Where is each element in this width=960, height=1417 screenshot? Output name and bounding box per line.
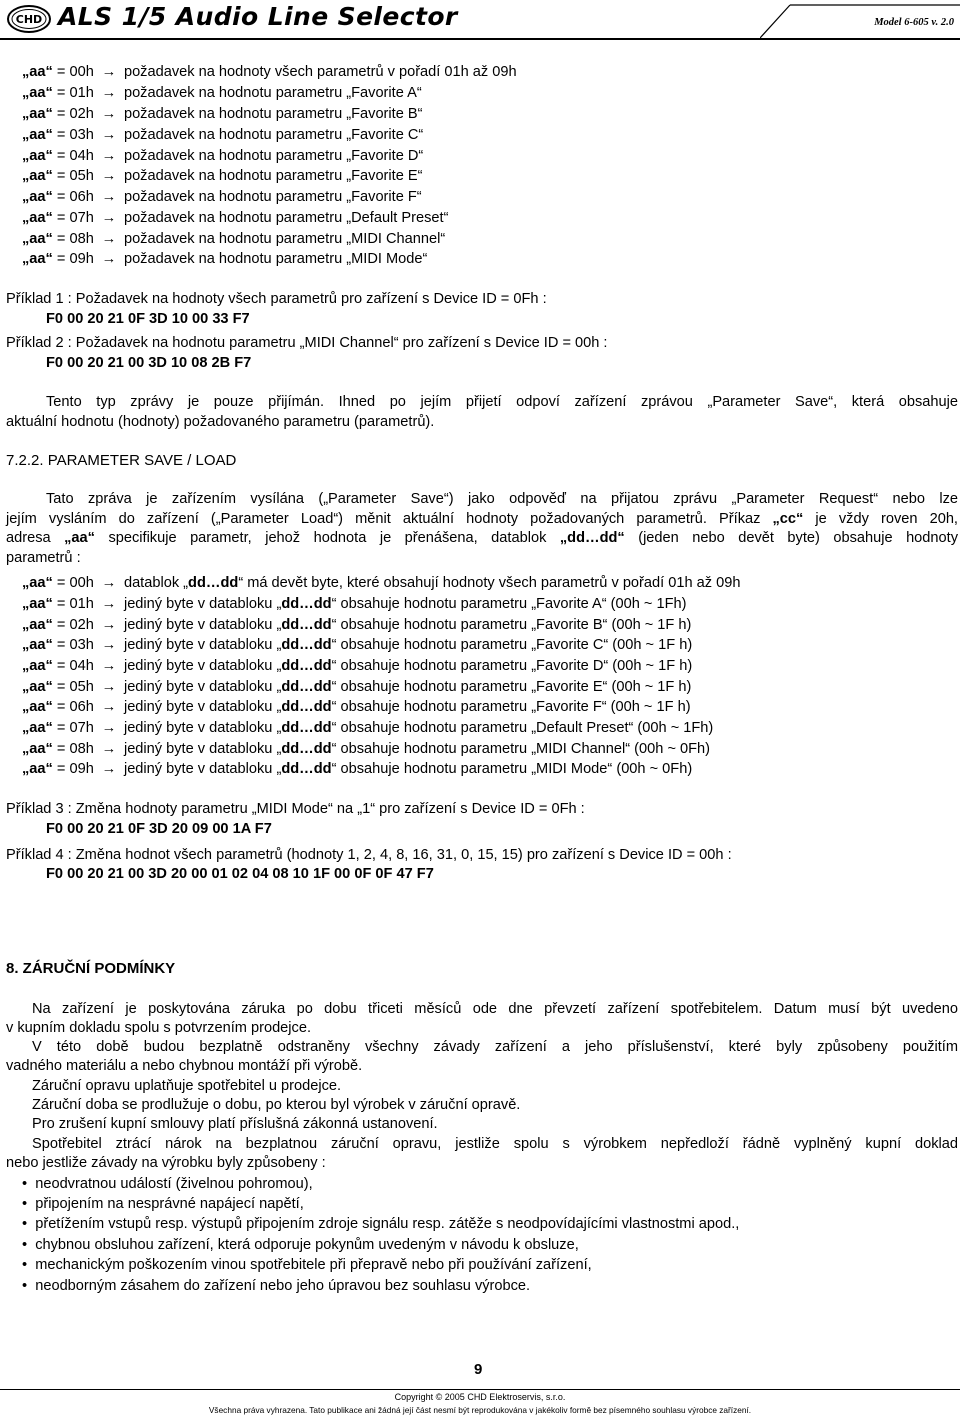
chd-logo-icon [6, 4, 52, 34]
arrow-icon: → [101, 127, 117, 143]
page-number: 9 [474, 1361, 483, 1378]
model-version: Model 6-605 v. 2.0 [874, 17, 954, 28]
warranty-line: Záruční doba se prodlužuje o dobu, po kterou byl výrobek v záruční opravě. [32, 1097, 521, 1113]
arrow-icon: → [101, 168, 117, 184]
arrow-icon: → [101, 720, 117, 736]
arrow-icon: → [101, 148, 117, 164]
warranty-line: Záruční opravu uplatňuje spotřebitel u prodejce. [32, 1078, 342, 1094]
section-heading: 7.2.2. PARAMETER SAVE / LOAD [6, 452, 237, 469]
list-item: • přetížením vstupů resp. výstupů připojením zdroje signálu resp. zátěže s neodpovídajícími vlastnostmi apod., [22, 1216, 740, 1232]
list-item: „aa“ = 00h → datablok „dd…dd“ má devět byte, které obsahují hodnoty všech parametrů v pořadí 01h až 09h [22, 575, 741, 591]
arrow-icon: → [101, 617, 117, 633]
warranty-line: Na zařízení je poskytována záruka po dobu třiceti měsíců ode dne převzetí zařízení spotřebitelem. Datum musí být uvedeno [32, 1001, 958, 1017]
note-paragraph-line: Tento typ zprávy je pouze přijímán. Ihned po jejím přijetí odpoví zařízení zprávou „Parameter Save“, která obsahuje [46, 394, 958, 410]
bullet-icon: • [22, 1176, 28, 1192]
arrow-icon: → [101, 85, 117, 101]
arrow-icon: → [101, 575, 117, 591]
svg-text:CHD: CHD [15, 13, 43, 26]
note-paragraph-line: aktuální hodnotu (hodnoty) požadovaného parametru (parametrů). [6, 414, 435, 430]
list-item: „aa“ = 06h → požadavek na hodnotu parametru „Favorite F“ [22, 189, 422, 205]
arrow-icon: → [101, 189, 117, 205]
example-2-text: Příklad 2 : Požadavek na hodnotu parametru „MIDI Channel“ pro zařízení s Device ID = 00h : [6, 335, 608, 351]
example-1-hex: F0 00 20 21 0F 3D 10 00 33 F7 [46, 311, 250, 327]
arrow-icon: → [101, 699, 117, 715]
warranty-line: nebo jestliže závady na výrobku byly způsobeny : [6, 1155, 326, 1171]
list-item: • připojením na nesprávné napájecí napětí, [22, 1196, 304, 1212]
warranty-line: Spotřebitel ztrácí nárok na bezplatnou záruční opravu, jestliže spolu s výrobkem nepředloží řádně vyplněný kupní doklad [32, 1136, 958, 1152]
paragraph-line: jejím vysláním do zařízení („Parameter Load“) měnit aktuální hodnoty požadovaných parametrů. Příkaz „cc“ je vždy roven 20h, [6, 511, 958, 527]
arrow-icon: → [101, 596, 117, 612]
header-divider [0, 38, 960, 40]
list-item: „aa“ = 06h → jediný byte v databloku „dd…dd“ obsahuje hodnotu parametru „Favorite F“ (00h ~ 1F h) [22, 699, 691, 715]
copyright-text: Copyright © 2005 CHD Elektroservis, s.r.o. [394, 1392, 566, 1402]
arrow-icon: → [101, 106, 117, 122]
paragraph-line: parametrů : [6, 550, 81, 566]
list-item: „aa“ = 03h → požadavek na hodnotu parametru „Favorite C“ [22, 127, 424, 143]
list-item: „aa“ = 05h → jediný byte v databloku „dd…dd“ obsahuje hodnotu parametru „Favorite E“ (00h ~ 1F h) [22, 679, 692, 695]
arrow-icon: → [101, 64, 117, 80]
list-item: „aa“ = 04h → požadavek na hodnotu parametru „Favorite D“ [22, 148, 424, 164]
list-item: • neodvratnou událostí (živelnou pohromou), [22, 1176, 313, 1192]
arrow-icon: → [101, 637, 117, 653]
example-4-hex: F0 00 20 21 00 3D 20 00 01 02 04 08 10 1F 00 0F 0F 47 F7 [46, 866, 434, 882]
arrow-icon: → [101, 761, 117, 777]
bullet-icon: • [22, 1257, 28, 1273]
warranty-line: v kupním dokladu spolu s potvrzením prodejce. [6, 1020, 312, 1036]
bullet-icon: • [22, 1237, 28, 1253]
list-item: „aa“ = 04h → jediný byte v databloku „dd…dd“ obsahuje hodnotu parametru „Favorite D“ (00h ~ 1F h) [22, 658, 693, 674]
list-item: „aa“ = 07h → požadavek na hodnotu parametru „Default Preset“ [22, 210, 449, 226]
footer-divider [0, 1389, 960, 1390]
list-item: „aa“ = 08h → jediný byte v databloku „dd…dd“ obsahuje hodnotu parametru „MIDI Channel“ (00h ~ 0Fh) [22, 741, 711, 757]
list-item: „aa“ = 00h → požadavek na hodnoty všech parametrů v pořadí 01h až 09h [22, 64, 517, 80]
list-item: „aa“ = 01h → požadavek na hodnotu parametru „Favorite A“ [22, 85, 422, 101]
list-item: „aa“ = 01h → jediný byte v databloku „dd…dd“ obsahuje hodnotu parametru „Favorite A“ (00h ~ 1Fh) [22, 596, 687, 612]
arrow-icon: → [101, 679, 117, 695]
list-item: „aa“ = 03h → jediný byte v databloku „dd…dd“ obsahuje hodnotu parametru „Favorite C“ (00h ~ 1F h) [22, 637, 693, 653]
rights-text: Všechna práva vyhrazena. Tato publikace ani žádná její část nesmí být reprodukována v jakékoliv formě bez písemného souhlasu výrobce zařízení. [208, 1405, 752, 1415]
warranty-line: vadného materiálu a nebo chybnou montáží při výrobě. [6, 1058, 363, 1074]
paragraph-line: adresa „aa“ specifikuje parametr, jehož hodnota je přenášena, datablok „dd…dd“ (jeden nebo devět byte) obsahuje hodnoty [6, 530, 959, 546]
arrow-icon: → [101, 251, 117, 267]
list-item: • chybnou obsluhou zařízení, která odporuje pokynům uvedeným v návodu k obsluze, [22, 1237, 579, 1253]
page-header [0, 0, 960, 42]
list-item: „aa“ = 02h → jediný byte v databloku „dd…dd“ obsahuje hodnotu parametru „Favorite B“ (00h ~ 1F h) [22, 617, 692, 633]
bullet-icon: • [22, 1216, 28, 1232]
list-item: „aa“ = 07h → jediný byte v databloku „dd…dd“ obsahuje hodnotu parametru „Default Preset“ (00h ~ 1Fh) [22, 720, 714, 736]
example-3-hex: F0 00 20 21 0F 3D 20 09 00 1A F7 [46, 821, 272, 837]
list-item: „aa“ = 02h → požadavek na hodnotu parametru „Favorite B“ [22, 106, 423, 122]
list-item: „aa“ = 05h → požadavek na hodnotu parametru „Favorite E“ [22, 168, 423, 184]
bullet-icon: • [22, 1196, 28, 1212]
example-2-hex: F0 00 20 21 00 3D 10 08 2B F7 [46, 355, 252, 371]
list-item: • neodborným zásahem do zařízení nebo jeho úpravou bez souhlasu výrobce. [22, 1278, 531, 1294]
warranty-line: V této době budou bezplatně odstraněny všechny závady zařízení a jeho příslušenství, které byly způsobeny použitím [32, 1039, 958, 1055]
example-3-text: Příklad 3 : Změna hodnoty parametru „MIDI Mode“ na „1“ pro zařízení s Device ID = 0Fh : [6, 801, 585, 817]
example-1-text: Příklad 1 : Požadavek na hodnoty všech parametrů pro zařízení s Device ID = 0Fh : [6, 291, 547, 307]
warranty-heading: 8. ZÁRUČNÍ PODMÍNKY [6, 960, 176, 977]
list-item: • mechanickým poškozením vinou spotřebitele při přepravě nebo při používání zařízení, [22, 1257, 592, 1273]
arrow-icon: → [101, 231, 117, 247]
example-4-text: Příklad 4 : Změna hodnot všech parametrů (hodnoty 1, 2, 4, 8, 16, 31, 0, 15, 15) pro zařízení s Device ID = 00h : [6, 847, 732, 863]
document-title: ALS 1/5 Audio Line Selector [58, 2, 458, 31]
paragraph-line: Tato zpráva je zařízením vysílána („Parameter Save“) jako odpověď na přijatou zprávu „Parameter Request“ nebo lze [46, 491, 958, 507]
arrow-icon: → [101, 210, 117, 226]
arrow-icon: → [101, 741, 117, 757]
warranty-line: Pro zrušení kupní smlouvy platí příslušná zákonná ustanovení. [32, 1116, 438, 1132]
arrow-icon: → [101, 658, 117, 674]
list-item: „aa“ = 09h → jediný byte v databloku „dd…dd“ obsahuje hodnotu parametru „MIDI Mode“ (00h ~ 0Fh) [22, 761, 693, 777]
list-item: „aa“ = 09h → požadavek na hodnotu parametru „MIDI Mode“ [22, 251, 428, 267]
list-item: „aa“ = 08h → požadavek na hodnotu parametru „MIDI Channel“ [22, 231, 446, 247]
bullet-icon: • [22, 1278, 28, 1294]
